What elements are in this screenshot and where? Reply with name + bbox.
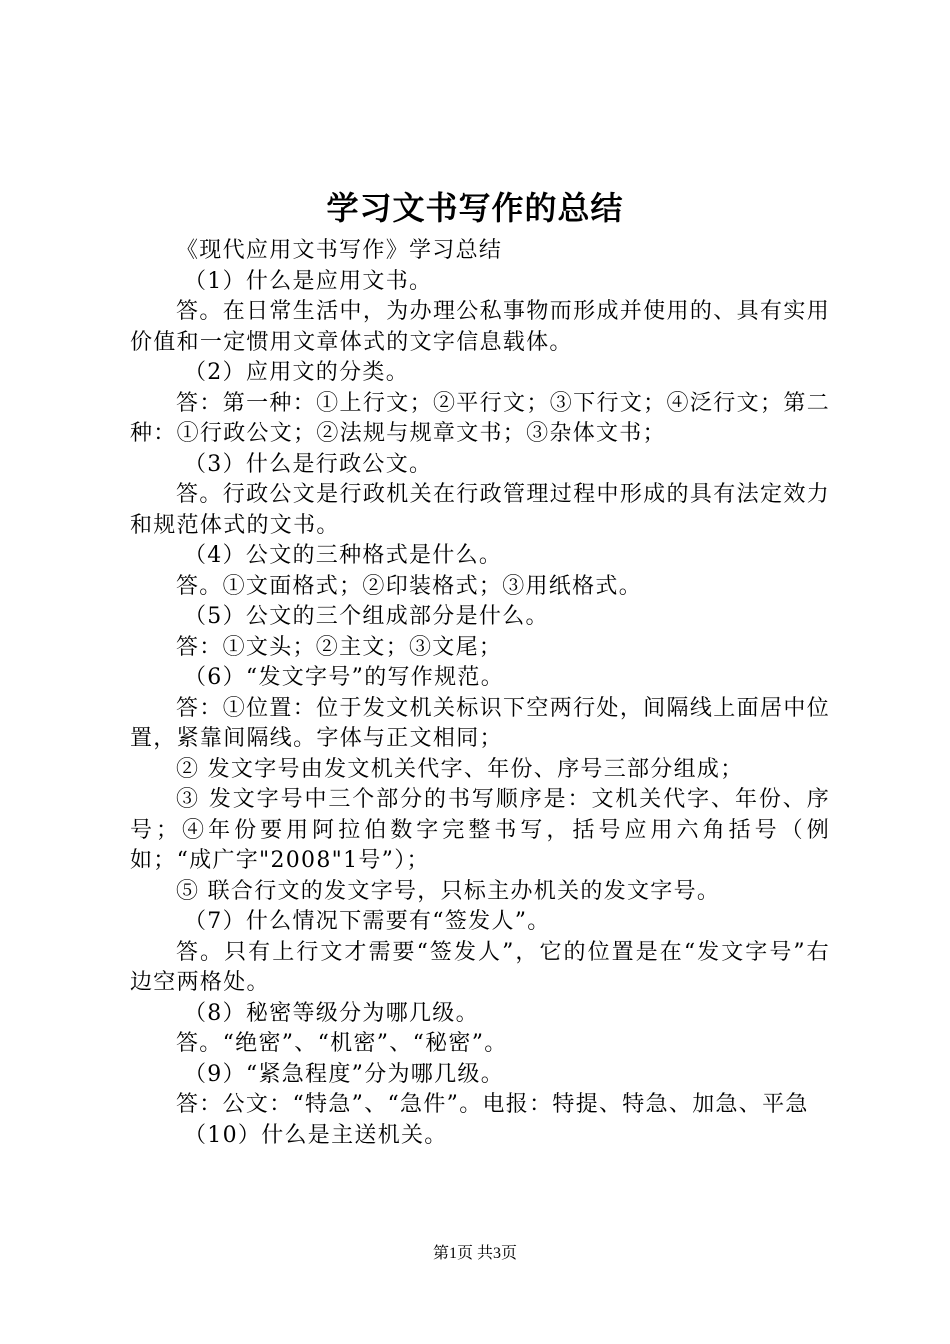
document-body xyxy=(130,236,830,1151)
body-paragraph: ③ 发文字号中三个部分的书写顺序是：文机关代字、年份、序号；④年份要用阿拉伯数字完整书写，括号应用六角括号（例如；“成广字"2008"1号”）； xyxy=(130,787,830,873)
body-paragraph: 答：第一种：①上行文；②平行文；③下行文；④泛行文；第二种：①行政公文；②法规与规章文书；③杂体文书； xyxy=(130,390,830,446)
body-paragraph: ② 发文字号由发文机关代字、年份、序号三部分组成； xyxy=(176,756,744,782)
body-paragraph: 《现代应用文书写作》学习总结 xyxy=(176,238,503,263)
document-title: 学习文书写作的总结 xyxy=(326,189,624,227)
question-paragraph: （5）公文的三个组成部分是什么。 xyxy=(184,604,549,629)
page-footer: 第1页 共3页 xyxy=(432,1245,517,1262)
question-paragraph: （10）什么是主送机关。 xyxy=(184,1122,448,1148)
question-paragraph: （9）“紧急程度”分为哪几级。 xyxy=(184,1061,504,1087)
body-paragraph: 答：①文头；②主文；③文尾； xyxy=(176,634,503,660)
question-paragraph: （6）“发文字号”的写作规范。 xyxy=(184,665,504,690)
body-paragraph: 答。“绝密”、“机密”、“秘密”。 xyxy=(176,1031,508,1056)
question-paragraph: （4）公文的三种格式是什么。 xyxy=(184,543,503,568)
question-paragraph: （7）什么情况下需要有“签发人”。 xyxy=(184,909,551,934)
body-paragraph: 答。只有上行文才需要“签发人”，它的位置是在“发文字号”右边空两格处。 xyxy=(130,939,830,995)
body-paragraph: ⑤ 联合行文的发文字号，只标主办机关的发文字号。 xyxy=(176,878,721,904)
question-paragraph: （2）应用文的分类。 xyxy=(184,360,409,385)
body-paragraph: 答。行政公文是行政机关在行政管理过程中形成的具有法定效力和规范体式的文书。 xyxy=(130,482,830,538)
body-paragraph: 答：①位置：位于发文机关标识下空两行处，间隔线上面居中位置，紧靠间隔线。字体与正文相同； xyxy=(130,695,830,751)
body-paragraph: 答。在日常生活中，为办理公私事物而形成并使用的、具有实用价值和一定惯用文章体式的文字信息载体。 xyxy=(130,299,830,355)
body-paragraph: 答：公文：“特急”、“急件”。电报：特提、特急、加急、平急 xyxy=(176,1092,809,1117)
question-paragraph: （1）什么是应用文书。 xyxy=(184,268,433,294)
body-paragraph: 答。①文面格式；②印装格式；③用纸格式。 xyxy=(176,573,643,599)
question-paragraph: （3）什么是行政公文。 xyxy=(184,451,433,477)
question-paragraph: （8）秘密等级分为哪几级。 xyxy=(184,1000,479,1026)
